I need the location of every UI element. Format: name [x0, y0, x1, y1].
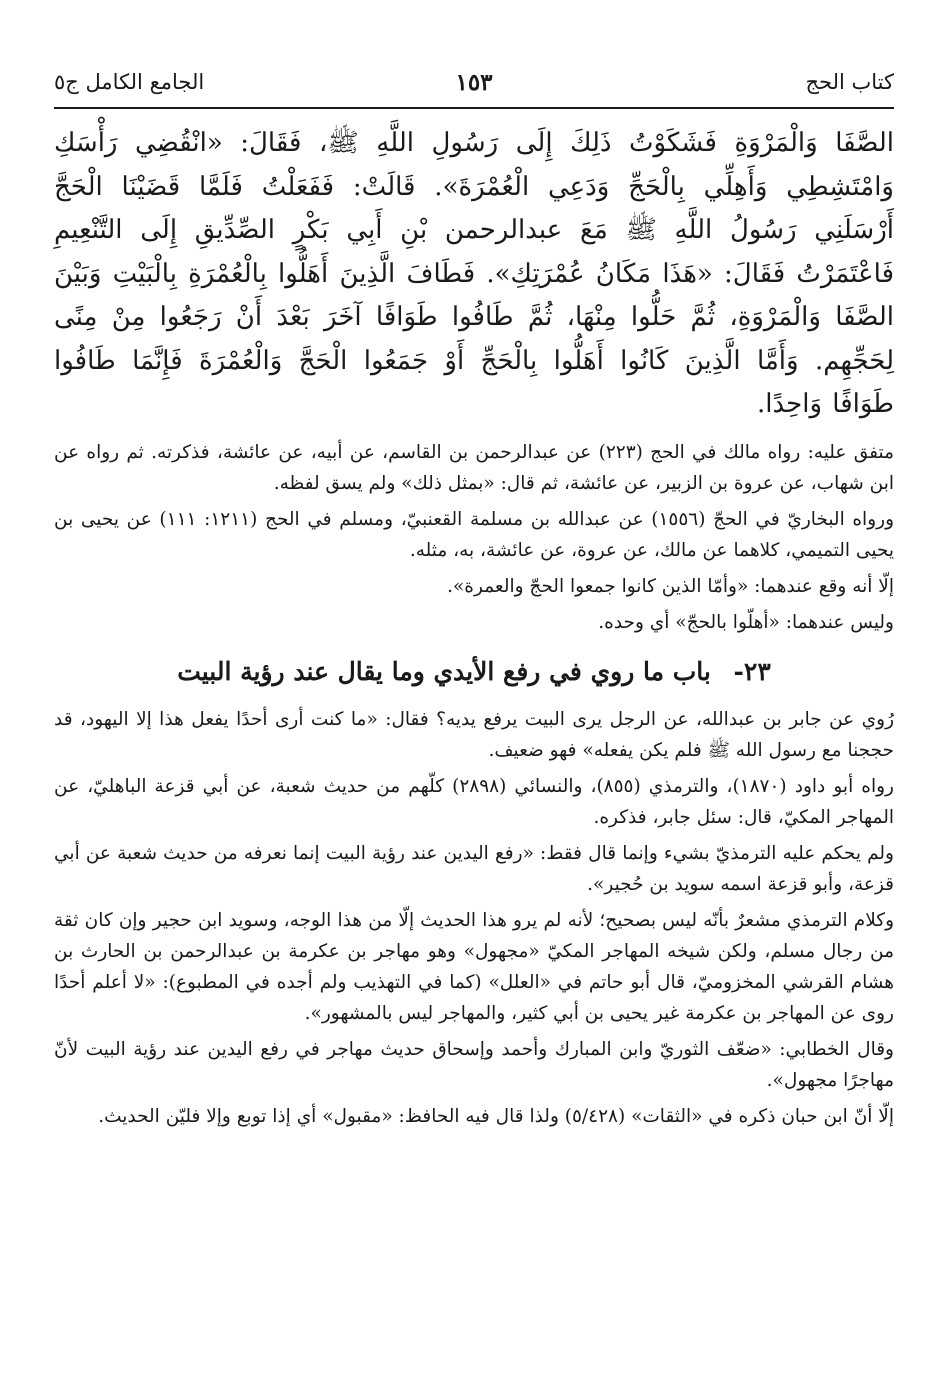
page-number: ١٥٣ — [455, 68, 493, 96]
chapter-number: ٢٣- — [733, 656, 771, 686]
takhrij-paragraph: إلّا أنه وقع عندهما: «وأمّا الذين كانوا جمعوا الحجّ والعمرة». — [447, 575, 894, 597]
takhrij-paragraph: ورواه البخاريّ في الحجّ (١٥٥٦) عن عبدالله بن مسلمة القعنبيّ، ومسلم في الحج (١٢١١: ١١١) عن يحيى بن يحيى التميمي، كلاهما عن مالك، عن عروة، عن عائشة، به، مثله. — [54, 508, 895, 561]
chapter-paragraph: وقال الخطابي: «ضعّف الثوريّ وابن المبارك وأحمد وإسحاق حديث مهاجر في رفع اليدين عند رؤية البيت لأنّ مهاجرًا مجهول». — [54, 1038, 894, 1091]
chapter-paragraph: رُوي عن جابر بن عبدالله، عن الرجل يرى البيت يرفع يديه؟ فقال: «ما كنت أرى أحدًا يفعل هذا إلا اليهود، قد حججنا مع رسول الله ﷺ فلم يكن يفعله» فهو ضعيف. — [54, 708, 894, 761]
chapter-paragraph: وكلام الترمذي مشعرٌ بأنّه ليس بصحيح؛ لأنه لم يرو هذا الحديث إلّا من هذا الوجه، وسويد ابن حجير وإن كان ثقة من رجال مسلم، ولكن شيخه المهاجر المكيّ «مجهول» وهو مهاجر بن عكرمة بن عبدالرحمن بن الحارث بن هشام القرشي المخزوميّ، قال أبو حاتم في «العلل» (كما في التهذيب ولم أجده في المطبوع): «لا أعلم أحدًا روى عن المهاجر بن عكرمة غير يحيى بن أبي كثير، والمهاجر ليس بالمشهور». — [54, 909, 894, 1024]
hadith-text: الصَّفَا وَالْمَرْوَةِ فَشَكَوْتُ ذَلِكَ إِلَى رَسُولِ اللَّهِ ﷺ، فَقَالَ: «انْقُضِي رَأْسَكِ وَامْتَشِطِي وَأَهِلِّي بِالْحَجِّ وَدَعِي الْعُمْرَةَ». قَالَتْ: فَفَعَلْتُ فَلَمَّا قَضَيْنَا الْحَجَّ أَرْسَلَنِي رَسُولُ اللَّهِ ﷺ مَعَ عبدالرحمن بْنِ أَبِي بَكْرٍ الصِّدِّيقِ إِلَى التَّنْعِيمِ فَاعْتَمَرْتُ فَقَالَ: «هَذَا مَكَانُ عُمْرَتِكِ». فَطَافَ الَّذِينَ أَهَلُّوا بِالْعُمْرَةِ بِالْبَيْتِ وَبَيْنَ الصَّفَا وَالْمَرْوَةِ، ثُمَّ حَلُّوا مِنْهَا، ثُمَّ طَافُوا طَوَافًا آخَرَ بَعْدَ أَنْ رَجَعُوا مِنْ مِنًى لِحَجِّهِم. وَأَمَّا الَّذِينَ كَانُوا أَهَلُّوا بِالْحَجِّ أَوْ جَمَعُوا الْحَجَّ وَالْعُمْرَةَ فَإِنَّمَا طَافُوا طَوَافًا وَاحِدًا. — [54, 128, 894, 419]
takhrij-paragraph: متفق عليه: رواه مالك في الحج (٢٢٣) عن عبدالرحمن بن القاسم، عن أبيه، عن عائشة، فذكرته. ثم رواه عن ابن شهاب، عن عروة بن الزبير، عن عائشة، ثم قال: «بمثل ذلك» ولم يسق لفظه. — [54, 441, 895, 494]
chapter-paragraph: إلّا أنّ ابن حبان ذكره في «الثقات» (٥/٤٢٨) ولذا قال فيه الحافظ: «مقبول» أي إذا توبع وإلا فليّن الحديث. — [98, 1105, 894, 1127]
takhrij-paragraph: وليس عندهما: «أهلّوا بالحجّ» أي وحده. — [598, 611, 894, 633]
page-body — [54, 122, 894, 1137]
running-header — [54, 62, 894, 102]
header-volume-title: الجامع الكامل ج٥ — [54, 70, 205, 94]
header-book-title: كتاب الحج — [805, 70, 894, 94]
header-rule — [54, 107, 894, 109]
chapter-paragraph: ولم يحكم عليه الترمذيّ بشيء وإنما قال فقط: «رفع اليدين عند رؤية البيت إنما نعرفه من حديث شعبة عن أبي قزعة، وأبو قزعة اسمه سويد بن حُجير». — [54, 842, 894, 895]
chapter-title: باب ما روي في رفع الأيدي وما يقال عند رؤية البيت — [177, 656, 711, 686]
chapter-heading — [54, 654, 894, 690]
chapter-paragraph: رواه أبو داود (١٨٧٠)، والترمذي (٨٥٥)، والنسائي (٢٨٩٨) كلّهم من حديث شعبة، عن أبي قزعة الباهليّ، عن المهاجر المكيّ، قال: سئل جابر، فذكره. — [54, 775, 894, 828]
